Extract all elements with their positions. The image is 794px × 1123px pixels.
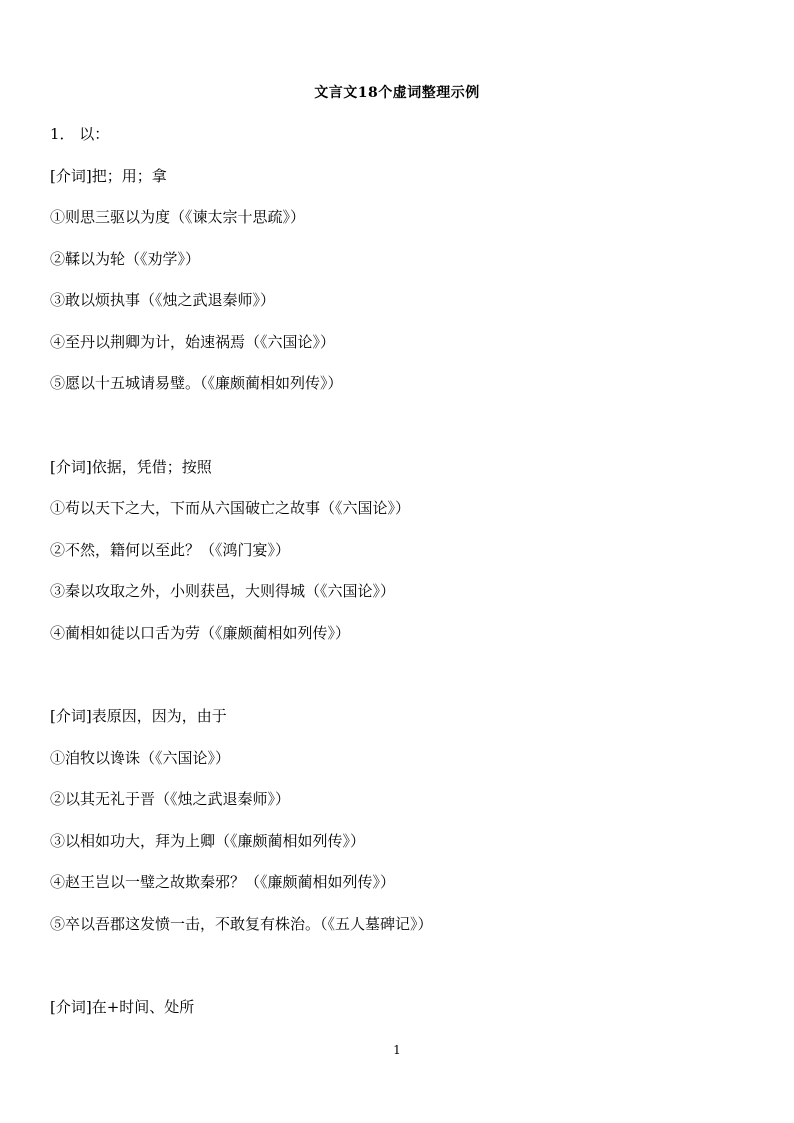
section-heading: [介词]表原因，因为，由于 bbox=[50, 707, 227, 725]
section-heading: [介词]把；用；拿 bbox=[50, 167, 167, 185]
example-line: ②鞣以为轮（《劝学》） bbox=[50, 250, 201, 268]
section-heading: [介词]在+时间、处所 bbox=[50, 998, 195, 1016]
page-title: 文言文18个虚词整理示例 bbox=[314, 85, 480, 101]
example-line: ④赵王岂以一璧之故欺秦邪？（《廉颇蔺相如列传》） bbox=[50, 873, 396, 891]
example-line: ④至丹以荆卿为计，始速祸焉（《六国论》） bbox=[50, 333, 336, 351]
example-line: ②以其无礼于晋（《烛之武退秦师》） bbox=[50, 790, 291, 808]
word-heading: 1． 以： bbox=[50, 125, 110, 143]
example-line: ⑤卒以吾郡这发愤一击，不敢复有株治。（《五人墓碑记》） bbox=[50, 915, 433, 933]
example-line: ④蔺相如徒以口舌为劳（《廉颇蔺相如列传》） bbox=[50, 624, 351, 642]
example-line: ⑤愿以十五城请易璧。（《廉颇蔺相如列传》） bbox=[50, 374, 343, 392]
example-line: ②不然，籍何以至此？（《鸿门宴》） bbox=[50, 541, 291, 559]
example-line: ③秦以攻取之外，小则获邑，大则得城（《六国论》） bbox=[50, 582, 396, 600]
example-line: ①洎牧以谗诛（《六国论》） bbox=[50, 749, 231, 767]
section-heading: [介词]依据，凭借；按照 bbox=[50, 458, 212, 476]
example-line: ③以相如功大，拜为上卿（《廉颇蔺相如列传》） bbox=[50, 832, 366, 850]
page-number: 1 bbox=[393, 1043, 401, 1057]
example-line: ①则思三驱以为度（《谏太宗十思疏》） bbox=[50, 208, 306, 226]
example-line: ①苟以天下之大，下而从六国破亡之故事（《六国论》） bbox=[50, 499, 411, 517]
example-line: ③敢以烦执事（《烛之武退秦师》） bbox=[50, 291, 276, 309]
